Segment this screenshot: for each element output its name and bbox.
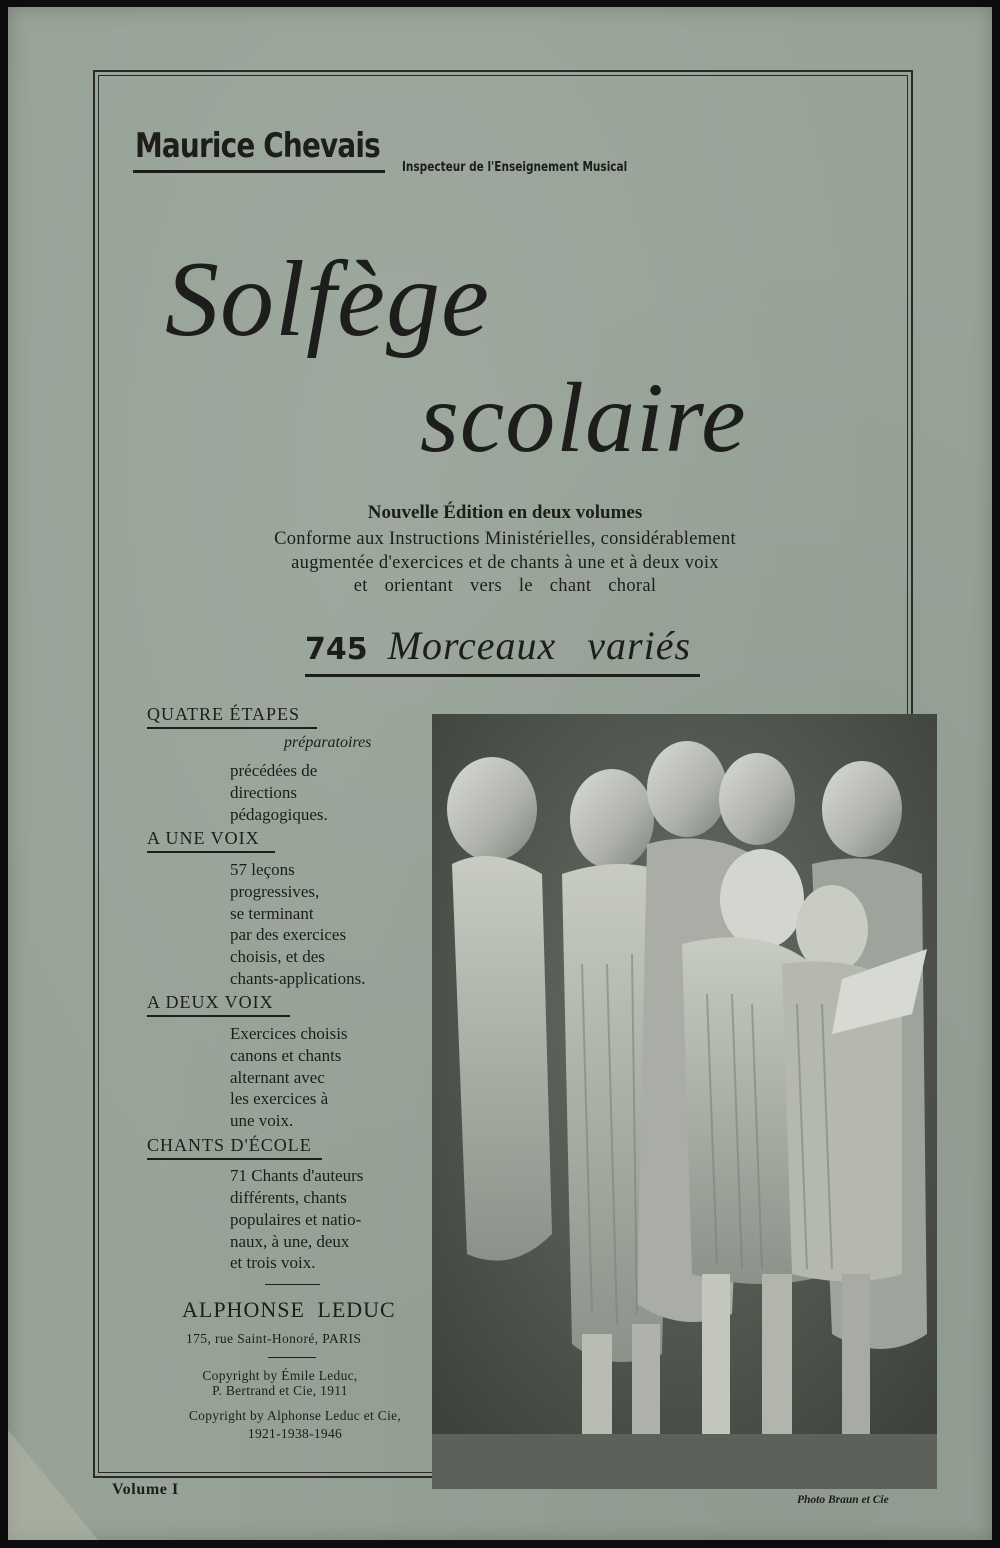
section-line: alternant avec [230,1068,325,1087]
section-line: directions [230,783,298,802]
section-heading-quatre-etapes: QUATRE ÉTAPES [147,704,301,724]
description-line-1: Conforme aux Instructions Ministérielles, considérablement [274,529,736,549]
description-line-2: augmentée d'exercices et de chants à une et à deux voix [291,553,719,573]
section-underline [147,1158,322,1160]
worn-corner [8,1430,98,1540]
piece-count [305,622,691,669]
piece-count-label: Morceaux variés [387,623,692,668]
section-line: choisis, et des [230,947,325,966]
photo-credit: Photo Braun et Cie [797,1494,889,1506]
section-line: populaires et natio- [230,1210,362,1229]
singing-children-relief-photo [432,714,937,1489]
copyright-line: P. Bertrand et Cie, 1911 [212,1383,348,1398]
section-subheading: préparatoires [284,734,372,751]
singing-children-relief-icon [432,714,937,1489]
edition-subtitle: Nouvelle Édition en deux volumes [367,502,643,523]
piece-count-underline [305,674,700,677]
section-heading-chants-ecole: CHANTS D'ÉCOLE [147,1135,312,1155]
section-line: précédées de [230,761,318,780]
section-line: une voix. [230,1111,294,1130]
section-underline [147,1015,290,1017]
section-heading-deux-voix: A DEUX VOIX [147,992,274,1012]
title-line-2: scolaire [420,362,747,473]
section-line: différents, chants [230,1188,347,1207]
divider [268,1357,316,1358]
section-line: pédagogiques. [230,805,328,824]
author-title: Inspecteur de l'Enseignement Musical [402,160,628,175]
section-line: 71 Chants d'auteurs [230,1166,364,1185]
copyright-line: Copyright by Émile Leduc, [202,1368,358,1383]
section-line: par des exercices [230,925,347,944]
title-line-1: Solfège [165,240,490,359]
section-line: chants-applications. [230,969,366,988]
section-underline [147,851,275,853]
copyright-line: 1921-1938-1946 [247,1426,343,1441]
publisher-address: 175, rue Saint-Honoré, PARIS [186,1331,362,1346]
copyright-1911 [150,1368,410,1398]
volume-label: Volume I [112,1481,179,1498]
publisher-name: ALPHONSE LEDUC [182,1297,396,1322]
section-line: et trois voix. [230,1253,316,1272]
copyright-line: Copyright by Alphonse Leduc et Cie, [188,1408,402,1423]
section-line: naux, à une, deux [230,1232,350,1251]
section-line: les exercices à [230,1089,329,1108]
section-line: 57 leçons [230,860,295,879]
piece-count-number: 745 [305,632,368,667]
section-line: Exercices choisis [230,1024,348,1043]
section-line: se terminant [230,904,314,923]
divider [265,1284,320,1285]
section-line: progressives, [230,882,320,901]
section-underline [147,727,317,729]
copyright-1946 [150,1407,440,1443]
section-line: canons et chants [230,1046,342,1065]
section-heading-une-voix: A UNE VOIX [147,828,260,848]
author-underline [133,170,385,173]
author-name: Maurice Chevais [135,126,380,166]
description-line-3: et orientant vers le chant choral [353,576,657,596]
